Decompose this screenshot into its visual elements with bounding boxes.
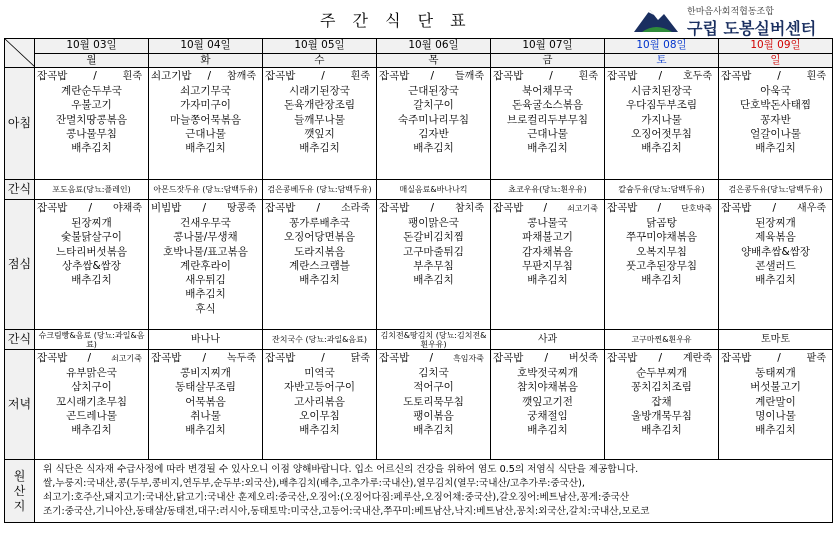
menu-item: 삼치구이 bbox=[71, 381, 112, 394]
menu-item: 고사리볶음 bbox=[294, 395, 345, 408]
menu-item: 오이무침 bbox=[299, 409, 340, 422]
menu-item: 새우튀김 bbox=[185, 274, 226, 287]
porridge-label: 흑임자죽 bbox=[453, 354, 484, 363]
lunch-day-cell bbox=[491, 200, 605, 330]
dinner-day-cell bbox=[491, 350, 605, 460]
separator: / bbox=[777, 352, 781, 364]
snack-label: 간식 bbox=[5, 180, 35, 200]
snack-cell: 바나나 bbox=[149, 330, 263, 350]
menu-item: 배추김치 bbox=[71, 142, 112, 155]
separator: / bbox=[658, 352, 662, 364]
lunch-day-cell bbox=[377, 200, 491, 330]
weekday-cell: 월 bbox=[35, 53, 149, 68]
page-title: 주 간 식 단 표 bbox=[320, 11, 472, 30]
menu-item: 배추김치 bbox=[755, 274, 796, 287]
rice-porridge-header bbox=[491, 351, 604, 366]
menu-item: 콩나물무침 bbox=[66, 127, 117, 140]
menu-item: 오복지무침 bbox=[636, 245, 687, 258]
porridge-label: 호두죽 bbox=[683, 71, 712, 82]
rice-porridge-header bbox=[719, 351, 832, 366]
menu-item: 가지나물 bbox=[641, 113, 682, 126]
snack-label: 간식 bbox=[5, 330, 35, 350]
breakfast-day-cell bbox=[491, 68, 605, 180]
dinner-day-cell bbox=[149, 350, 263, 460]
menu-item: 고구마줄튀김 bbox=[403, 245, 464, 258]
separator: / bbox=[658, 70, 662, 82]
rice-label: 잡곡밥 bbox=[721, 202, 752, 214]
menu-table bbox=[4, 38, 833, 523]
dinner-label: 저녁 bbox=[5, 350, 35, 460]
menu-item: 배추김치 bbox=[527, 142, 568, 155]
menu-item: 들깨무나물 bbox=[294, 113, 345, 126]
rice-label: 잡곡밥 bbox=[37, 202, 68, 214]
menu-item: 콩나물/무생채 bbox=[173, 231, 238, 244]
menu-item: 배추김치 bbox=[641, 424, 682, 437]
menu-item: 숯불닭살구이 bbox=[61, 231, 122, 244]
menu-item: 팽이볶음 bbox=[413, 409, 454, 422]
menu-item: 김자반 bbox=[418, 127, 449, 140]
breakfast-day-cell bbox=[605, 68, 719, 180]
menu-item: 배추김치 bbox=[413, 274, 454, 287]
menu-item: 마늘쫑어묵볶음 bbox=[169, 113, 241, 126]
separator: / bbox=[543, 202, 548, 214]
menu-item: 배추김치 bbox=[185, 142, 226, 155]
rice-porridge-header bbox=[263, 351, 376, 366]
menu-item: 계란순두부국 bbox=[61, 85, 122, 97]
menu-item: 팽이맑은국 bbox=[408, 217, 459, 229]
rice-porridge-header bbox=[35, 351, 148, 366]
rice-label: 쇠고기밥 bbox=[151, 70, 192, 82]
rice-porridge-header bbox=[377, 69, 490, 84]
menu-item: 배추김치 bbox=[641, 274, 682, 287]
menu-item: 궁채절임 bbox=[527, 409, 568, 422]
rice-label: 잡곡밥 bbox=[265, 70, 296, 82]
porridge-label: 흰죽 bbox=[806, 71, 826, 82]
rice-label: 잡곡밥 bbox=[493, 70, 524, 82]
rice-label: 잡곡밥 bbox=[265, 352, 296, 364]
menu-item: 꽁가루배추국 bbox=[289, 217, 350, 229]
menu-item: 갈치구이 bbox=[413, 99, 454, 112]
menu-item: 배추김치 bbox=[71, 274, 112, 287]
porridge-label: 참깨죽 bbox=[227, 71, 256, 82]
menu-item: 근대된장국 bbox=[408, 85, 459, 97]
menu-item: 배추김치 bbox=[755, 424, 796, 437]
logo-subtitle: 한마음사회적협동조합 bbox=[687, 7, 774, 17]
snack-cell: 고구마찐&흰우유 bbox=[605, 330, 719, 350]
rice-porridge-header bbox=[149, 69, 262, 84]
porridge-label: 계란죽 bbox=[683, 353, 712, 364]
menu-item: 배추김치 bbox=[755, 142, 796, 155]
breakfast-day-cell bbox=[35, 68, 149, 180]
date-cell: 10월 07일 bbox=[491, 39, 605, 54]
dinner-day-cell bbox=[263, 350, 377, 460]
rice-label: 잡곡밥 bbox=[265, 202, 296, 214]
menu-item: 어묵볶음 bbox=[185, 395, 226, 408]
separator: / bbox=[321, 352, 325, 364]
weekday-cell: 화 bbox=[149, 53, 263, 68]
lunch-day-cell bbox=[263, 200, 377, 330]
snack-cell: 검은콩베두유 (당뇨:담백두유) bbox=[263, 180, 377, 200]
porridge-label: 버섯죽 bbox=[569, 353, 598, 364]
menu-item: 배추김치 bbox=[299, 142, 340, 155]
header-corner bbox=[5, 39, 35, 68]
porridge-label: 들깨죽 bbox=[455, 71, 484, 82]
snack-cell: 사과 bbox=[491, 330, 605, 350]
menu-item: 우불고기 bbox=[71, 99, 112, 112]
menu-item: 적어구이 bbox=[413, 381, 454, 394]
snack-cell: 김치전&땅김치 (당뇨:김치전&흰우유) bbox=[377, 330, 491, 350]
origin-line: 쇠고기:호주산,돼지고기:국내산,닭고기:국내산 훈제오리:중국산,오징어:(오징어다짐:페루산,오징어채:중국산),갈오징어:베트남산,꽁게:중국산 bbox=[43, 492, 630, 503]
porridge-label: 야채죽 bbox=[113, 203, 142, 214]
menu-item: 잡채 bbox=[651, 395, 672, 408]
menu-item: 가자미구이 bbox=[180, 99, 231, 112]
porridge-label: 참치죽 bbox=[455, 203, 484, 214]
menu-item: 배추김치 bbox=[413, 424, 454, 437]
snack-cell: 검은콩두유(당뇨:담백두유) bbox=[719, 180, 833, 200]
menu-item: 배추김치 bbox=[413, 142, 454, 155]
rice-label: 잡곡밥 bbox=[379, 70, 410, 82]
rice-porridge-header bbox=[149, 351, 262, 366]
menu-item: 호박나물/표고볶음 bbox=[163, 245, 248, 258]
menu-item: 취나물 bbox=[190, 409, 221, 422]
separator: / bbox=[88, 202, 92, 214]
weekday-cell: 토 bbox=[605, 53, 719, 68]
menu-item: 후식 bbox=[195, 302, 216, 315]
menu-item: 쭈꾸미야채볶음 bbox=[625, 231, 697, 244]
menu-item: 자반고등어구이 bbox=[283, 381, 355, 394]
menu-item: 브로컬리두부무침 bbox=[506, 113, 589, 126]
weekday-cell: 목 bbox=[377, 53, 491, 68]
logo bbox=[632, 2, 832, 38]
breakfast-label: 아침 bbox=[5, 68, 35, 180]
date-cell: 10월 04일 bbox=[149, 39, 263, 54]
dinner-day-cell bbox=[377, 350, 491, 460]
separator: / bbox=[777, 70, 781, 82]
menu-item: 북어채무국 bbox=[522, 85, 573, 97]
menu-item: 오징어젓무침 bbox=[631, 127, 692, 140]
dinner-day-cell bbox=[719, 350, 833, 460]
rice-label: 잡곡밥 bbox=[37, 70, 68, 82]
porridge-label: 흰죽 bbox=[122, 71, 142, 82]
origin-label: 원산지 bbox=[5, 460, 35, 523]
rice-label: 잡곡밥 bbox=[607, 352, 638, 364]
menu-item: 상추쌈&쌈장 bbox=[62, 259, 121, 272]
menu-item: 계란스크램블 bbox=[289, 259, 350, 272]
separator: / bbox=[429, 352, 434, 364]
menu-item: 배추김치 bbox=[185, 424, 226, 437]
menu-item: 동태찌개 bbox=[755, 367, 796, 379]
menu-item: 도토리묵무침 bbox=[403, 395, 464, 408]
rice-porridge-header bbox=[605, 201, 718, 216]
menu-item: 파채불고기 bbox=[522, 231, 573, 244]
rice-porridge-header bbox=[719, 69, 832, 84]
menu-item: 느타리버섯볶음 bbox=[55, 245, 127, 258]
snack-cell: 슈크림빵&음료 (당뇨:과일&음료) bbox=[35, 330, 149, 350]
weekday-cell: 일 bbox=[719, 53, 833, 68]
porridge-label: 닭죽 bbox=[350, 353, 370, 364]
porridge-label: 흰죽 bbox=[578, 71, 598, 82]
breakfast-day-cell bbox=[263, 68, 377, 180]
rice-label: 잡곡밥 bbox=[379, 202, 410, 214]
menu-item: 콘샐러드 bbox=[755, 259, 796, 272]
menu-item: 제육볶음 bbox=[755, 231, 796, 244]
porridge-label: 쇠고기죽 bbox=[567, 204, 598, 213]
menu-item: 배추김치 bbox=[185, 288, 226, 301]
separator: / bbox=[544, 352, 548, 364]
porridge-label: 쇠고기죽 bbox=[111, 354, 142, 363]
menu-item: 버섯불고기 bbox=[750, 381, 801, 394]
menu-item: 배추김치 bbox=[527, 424, 568, 437]
date-cell: 10월 08일 bbox=[605, 39, 719, 54]
menu-item: 도라지볶음 bbox=[294, 245, 345, 258]
rice-label: 잡곡밥 bbox=[379, 352, 410, 364]
menu-item: 오징어당면볶음 bbox=[283, 231, 355, 244]
rice-porridge-header bbox=[377, 351, 490, 366]
rice-label: 잡곡밥 bbox=[493, 352, 524, 364]
rice-porridge-header bbox=[491, 69, 604, 84]
dinner-day-cell bbox=[605, 350, 719, 460]
menu-item: 콩비지찌개 bbox=[180, 367, 231, 379]
menu-item: 얼갈이나물 bbox=[750, 127, 801, 140]
menu-item: 근대나물 bbox=[185, 127, 226, 140]
date-cell: 10월 06일 bbox=[377, 39, 491, 54]
separator: / bbox=[202, 202, 206, 214]
origin-line: 쌀,누룽지:국내산,콩(두부,콩비지,연두부,순두부:외국산),배추김치(배추,고추가루:국내산),열무김치(열무:국내산/고추가루:중국산), bbox=[43, 478, 585, 489]
rice-label: 잡곡밥 bbox=[493, 202, 524, 214]
menu-item: 닭곰탕 bbox=[646, 217, 677, 229]
snack-cell: 칼슘두유(당뇨:담백두유) bbox=[605, 180, 719, 200]
lunch-day-cell bbox=[35, 200, 149, 330]
rice-porridge-header bbox=[35, 201, 148, 216]
menu-item: 배추김치 bbox=[527, 274, 568, 287]
separator: / bbox=[657, 202, 662, 214]
menu-item: 돈육개란장조림 bbox=[283, 99, 355, 112]
rice-porridge-header bbox=[263, 201, 376, 216]
separator: / bbox=[202, 352, 206, 364]
menu-item: 아욱국 bbox=[760, 85, 791, 97]
menu-item: 근대나물 bbox=[527, 127, 568, 140]
separator: / bbox=[430, 70, 434, 82]
menu-item: 곤드레나물 bbox=[66, 409, 117, 422]
snack-cell: 쵸코우유(당뇨:흰우유) bbox=[491, 180, 605, 200]
menu-item: 명이나물 bbox=[755, 409, 796, 422]
menu-item: 된장찌개 bbox=[755, 217, 796, 229]
breakfast-day-cell bbox=[719, 68, 833, 180]
snack-cell: 매실음료&바나나킥 bbox=[377, 180, 491, 200]
menu-item: 김치국 bbox=[418, 367, 449, 379]
menu-item: 건새우무국 bbox=[180, 217, 231, 229]
menu-item: 꽁자반 bbox=[760, 113, 791, 126]
breakfast-day-cell bbox=[149, 68, 263, 180]
porridge-label: 땅콩죽 bbox=[227, 203, 256, 214]
menu-item: 부추무침 bbox=[413, 259, 454, 272]
rice-label: 비빔밥 bbox=[151, 202, 182, 214]
menu-item: 순두부찌개 bbox=[636, 367, 687, 379]
menu-item: 우다짐두부조림 bbox=[625, 99, 697, 112]
separator: / bbox=[93, 70, 97, 82]
rice-label: 잡곡밥 bbox=[607, 202, 638, 214]
menu-item: 계란말이 bbox=[755, 395, 796, 408]
menu-item: 양배추쌈&쌈장 bbox=[740, 245, 811, 258]
porridge-label: 팥죽 bbox=[806, 353, 826, 364]
rice-porridge-header bbox=[491, 201, 604, 216]
lunch-day-cell bbox=[149, 200, 263, 330]
weekday-cell: 수 bbox=[263, 53, 377, 68]
menu-item: 울방개묵무침 bbox=[631, 409, 692, 422]
rice-label: 잡곡밥 bbox=[607, 70, 638, 82]
snack-cell: 토마토 bbox=[719, 330, 833, 350]
menu-item: 콩나물국 bbox=[527, 217, 568, 229]
lunch-day-cell bbox=[605, 200, 719, 330]
menu-item: 깻잎고기전 bbox=[522, 395, 573, 408]
rice-porridge-header bbox=[149, 201, 262, 216]
origin-notes bbox=[35, 460, 833, 523]
menu-item: 배추김치 bbox=[641, 142, 682, 155]
menu-item: 꼬시래기초무침 bbox=[55, 395, 127, 408]
origin-line: 위 식단은 식자재 수급사정에 따라 변경될 수 있사오니 이점 양해바랍니다. 입소 어르신의 건강을 위하여 염도 0.5의 저염식 식단을 제공합니다. bbox=[43, 464, 639, 475]
rice-porridge-header bbox=[605, 351, 718, 366]
menu-item: 돈갈비김치찜 bbox=[403, 231, 464, 244]
date-cell: 10월 09일 bbox=[719, 39, 833, 54]
dinner-day-cell bbox=[35, 350, 149, 460]
menu-item: 참치야채볶음 bbox=[517, 381, 578, 394]
rice-porridge-header bbox=[263, 69, 376, 84]
origin-line: 조기:중국산,기니아산,동태살/동태전,대구:러시아,동태토막:미국산,고등어:국내산,쭈꾸미:베트남산,낙지:베트남산,꽁치:외국산,갈치:국내산,모로코 bbox=[43, 506, 650, 517]
menu-item: 배추김치 bbox=[299, 274, 340, 287]
lunch-day-cell bbox=[719, 200, 833, 330]
menu-item: 풋고추된장무침 bbox=[625, 259, 697, 272]
menu-item: 배추김치 bbox=[299, 424, 340, 437]
weekday-cell: 금 bbox=[491, 53, 605, 68]
separator: / bbox=[772, 202, 776, 214]
menu-item: 무판지무침 bbox=[522, 259, 573, 272]
separator: / bbox=[87, 352, 92, 364]
rice-label: 잡곡밥 bbox=[721, 70, 752, 82]
menu-item: 잔멸치땅콩볶음 bbox=[55, 113, 127, 126]
menu-item: 숙주미나리무침 bbox=[397, 113, 469, 126]
menu-item: 꽁치김치조림 bbox=[631, 381, 692, 394]
rice-porridge-header bbox=[719, 201, 832, 216]
menu-item: 계란후라이 bbox=[180, 259, 231, 272]
menu-item: 미역국 bbox=[304, 367, 335, 379]
snack-cell: 잔치국수 (당뇨:과일&음료) bbox=[263, 330, 377, 350]
rice-label: 잡곡밥 bbox=[37, 352, 68, 364]
menu-item: 시래기된장국 bbox=[289, 85, 350, 97]
snack-cell: 아몬드잣두유 (당뇨:담백두유) bbox=[149, 180, 263, 200]
breakfast-day-cell bbox=[377, 68, 491, 180]
date-cell: 10월 03일 bbox=[35, 39, 149, 54]
rice-porridge-header bbox=[35, 69, 148, 84]
rice-porridge-header bbox=[605, 69, 718, 84]
menu-item: 감자채볶음 bbox=[522, 245, 573, 258]
menu-item: 동태살무조림 bbox=[175, 381, 236, 394]
menu-item: 된장찌개 bbox=[71, 217, 112, 229]
snack-cell: 포도음료(당뇨:플레인) bbox=[35, 180, 149, 200]
mountain-logo-icon bbox=[632, 4, 680, 34]
separator: / bbox=[316, 202, 320, 214]
separator: / bbox=[549, 70, 553, 82]
menu-item: 배추김치 bbox=[71, 424, 112, 437]
menu-item: 시금치된장국 bbox=[631, 85, 692, 97]
rice-label: 잡곡밥 bbox=[151, 352, 182, 364]
menu-item: 단호박돈사태찜 bbox=[739, 99, 811, 112]
separator: / bbox=[321, 70, 325, 82]
porridge-label: 새우죽 bbox=[797, 203, 826, 214]
separator: / bbox=[430, 202, 434, 214]
porridge-label: 흰죽 bbox=[350, 71, 370, 82]
menu-item: 돈육굴소스볶음 bbox=[511, 99, 583, 112]
rice-porridge-header bbox=[377, 201, 490, 216]
menu-item: 호박젓국찌개 bbox=[517, 367, 578, 379]
porridge-label: 녹두죽 bbox=[227, 353, 256, 364]
menu-item: 유부맑은국 bbox=[66, 367, 117, 379]
porridge-label: 소라죽 bbox=[341, 203, 370, 214]
logo-title: 구립 도봉실버센터 bbox=[687, 19, 817, 38]
separator: / bbox=[207, 70, 212, 82]
porridge-label: 단호박죽 bbox=[681, 204, 712, 213]
rice-label: 잡곡밥 bbox=[721, 352, 752, 364]
date-cell: 10월 05일 bbox=[263, 39, 377, 54]
menu-item: 깻잎지 bbox=[304, 127, 335, 140]
lunch-label: 점심 bbox=[5, 200, 35, 330]
menu-item: 쇠고기무국 bbox=[180, 85, 231, 97]
